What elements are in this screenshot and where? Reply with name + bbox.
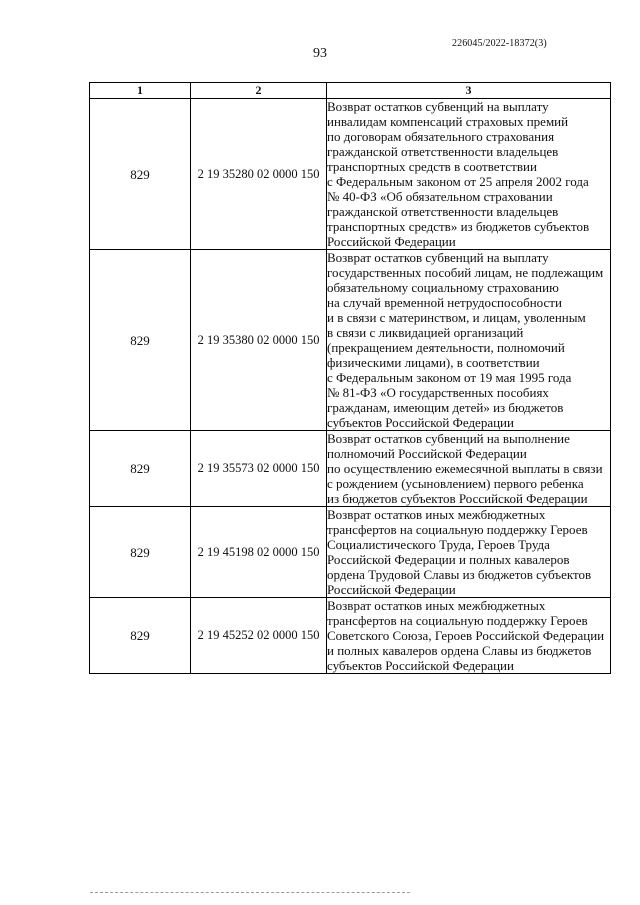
description-line: государственных пособий лицам, не подлежащим xyxy=(327,265,604,280)
description-line: Российской Федерации xyxy=(327,234,456,249)
admin-code-cell: 829 xyxy=(90,598,191,674)
description-line: по договорам обязательного страхования xyxy=(327,129,555,144)
description-line: с Федеральным законом от 25 апреля 2002 года xyxy=(327,174,589,189)
admin-code-cell: 829 xyxy=(90,250,191,431)
admin-code-cell: 829 xyxy=(90,507,191,598)
revenue-description-cell xyxy=(327,99,611,250)
description-line: физическими лицами), в соответствии xyxy=(327,355,540,370)
description-line: Российской Федерации xyxy=(327,582,456,597)
description-line: № 81-ФЗ «О государственных пособиях xyxy=(327,385,549,400)
description-line: Возврат остатков иных межбюджетных xyxy=(327,507,546,522)
revenue-description-cell xyxy=(327,598,611,674)
column-header-3: 3 xyxy=(327,83,611,99)
table-row xyxy=(90,598,611,674)
description-line: трансфертов на социальную поддержку Героев xyxy=(327,522,588,537)
description-line: с Федеральным законом от 19 мая 1995 года xyxy=(327,370,572,385)
table-row xyxy=(90,431,611,507)
description-line: Возврат остатков субвенций на выполнение xyxy=(327,431,570,446)
description-line: и в связи с материнством, и лицам, уволенным xyxy=(327,310,586,325)
table-row xyxy=(90,507,611,598)
description-line: трансфертов на социальную поддержку Героев xyxy=(327,613,588,628)
admin-code-cell: 829 xyxy=(90,99,191,250)
budget-classification-code-cell: 2 19 35280 02 0000 150 xyxy=(191,99,327,250)
description-line: Советского Союза, Героев Российской Федерации xyxy=(327,628,605,643)
description-line: обязательному социальному страхованию xyxy=(327,280,559,295)
description-line: гражданам, имеющим детей» из бюджетов xyxy=(327,400,564,415)
description-line: № 40-ФЗ «Об обязательном страховании xyxy=(327,189,553,204)
revenue-description-cell xyxy=(327,250,611,431)
revenue-description-cell xyxy=(327,431,611,507)
budget-classification-code-cell: 2 19 45198 02 0000 150 xyxy=(191,507,327,598)
description-line: гражданской ответственности владельцев xyxy=(327,144,559,159)
description-line: Возврат остатков иных межбюджетных xyxy=(327,598,546,613)
description-line: гражданской ответственности владельцев xyxy=(327,204,559,219)
document-number: 226045/2022-18372(3) xyxy=(452,38,547,49)
description-line: субъектов Российской Федерации xyxy=(327,658,514,673)
description-line: Возврат остатков субвенций на выплату xyxy=(327,250,549,265)
description-line: по осуществлению ежемесячной выплаты в связи xyxy=(327,461,603,476)
table-row xyxy=(90,99,611,250)
budget-classification-code-cell: 2 19 35573 02 0000 150 xyxy=(191,431,327,507)
description-line: субъектов Российской Федерации xyxy=(327,415,514,430)
description-line: Возврат остатков субвенций на выплату xyxy=(327,99,549,114)
table-row xyxy=(90,250,611,431)
description-line: в связи с ликвидацией организаций xyxy=(327,325,524,340)
budget-classification-code-cell: 2 19 45252 02 0000 150 xyxy=(191,598,327,674)
footer-rule xyxy=(90,892,410,893)
description-line: полномочий Российской Федерации xyxy=(327,446,527,461)
description-line: транспортных средств в соответствии xyxy=(327,159,537,174)
admin-code-cell: 829 xyxy=(90,431,191,507)
budget-code-table xyxy=(89,82,611,674)
description-line: (прекращением деятельности, полномочий xyxy=(327,340,565,355)
description-line: Российской Федерации и полных кавалеров xyxy=(327,552,570,567)
description-line: с рождением (усыновлением) первого ребенка xyxy=(327,476,584,491)
budget-classification-code-cell: 2 19 35380 02 0000 150 xyxy=(191,250,327,431)
description-line: ордена Трудовой Славы из бюджетов субъектов xyxy=(327,567,592,582)
description-line: инвалидам компенсаций страховых премий xyxy=(327,114,569,129)
column-header-2: 2 xyxy=(191,83,327,99)
description-line: транспортных средств» из бюджетов субъектов xyxy=(327,219,590,234)
description-line: из бюджетов субъектов Российской Федерации xyxy=(327,491,588,506)
revenue-description-cell xyxy=(327,507,611,598)
table-header-row xyxy=(90,83,611,99)
description-line: Социалистического Труда, Героев Труда xyxy=(327,537,550,552)
description-line: на случай временной нетрудоспособности xyxy=(327,295,562,310)
page-number: 93 xyxy=(313,46,327,61)
column-header-1: 1 xyxy=(90,83,191,99)
description-line: и полных кавалеров ордена Славы из бюджетов xyxy=(327,643,592,658)
